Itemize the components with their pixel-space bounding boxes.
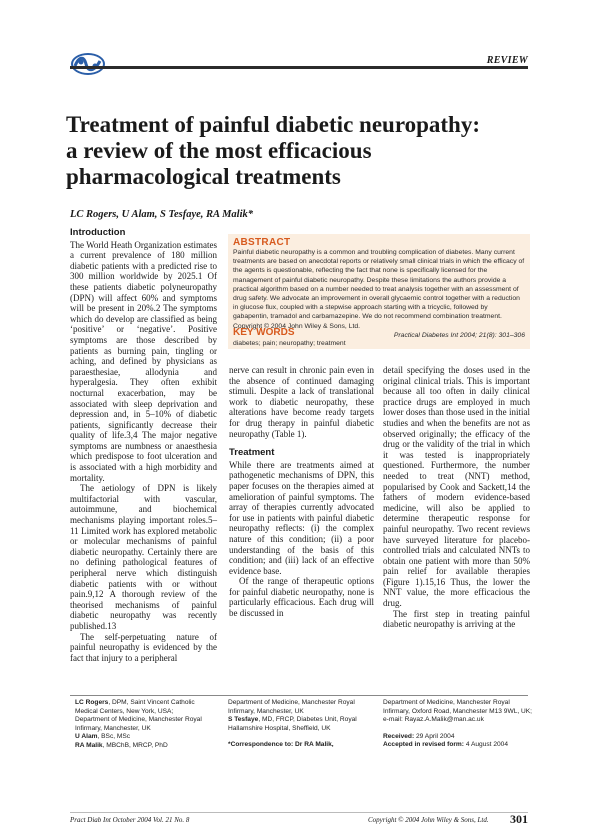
body-paragraph: The self-perpetuating nature of painful neuropathy is evidenced by the fact that injury to a peripheral xyxy=(70,631,217,663)
body-column-3 xyxy=(383,365,530,630)
footer-rule xyxy=(70,812,528,813)
accepted-date: Accepted in revised form: 4 August 2004 xyxy=(383,741,508,749)
received-date: Received: 29 April 2004 xyxy=(383,732,455,740)
journal-logo-icon xyxy=(70,52,106,76)
affiliation-entry: RA Malik, MBChB, MRCP, PhD xyxy=(75,741,168,749)
title-line-1: Treatment of painful diabetic neuropathy: xyxy=(66,112,481,137)
abstract-heading: ABSTRACT xyxy=(233,237,291,248)
body-column-1 xyxy=(70,228,217,663)
treatment-heading: Treatment xyxy=(229,447,275,459)
body-paragraph: The World Heath Organization estimates a current prevalence of 180 million diabetic patients with a predicted rise to 300 million worldwide by 2025.1 Of these patients diabetic polyneuropathy (DPN) will affect 60% and symptoms will be present in 20%.2 The symptoms which do develop are classified as being ‘positive’ or ‘negative’. Positive symptoms are those described by patients as burning pain, tingling or aching, and defined by physicians as paraesthesiae, allodynia and hyperalgesia. They often exhibit nocturnal exacerbation, may be associated with sleep deprivation and depression and, in 5–10% of diabetic patients, significantly decrease their quality of life.3,4 The major negative symptoms are numbness or anaesthesia which predispose to foot ulceration and is associated with a high morbidity and mortality. xyxy=(70,239,217,483)
body-paragraph: The first step in treating painful diabetic neuropathy is arriving at the xyxy=(383,608,530,630)
affiliations-column-3 xyxy=(383,699,533,750)
body-paragraph: nerve can result in chronic pain even in the absence of continued damaging stimuli. Despite a lack of translational work to diabetic neuropathy, these alterations have become ready targets for drug therapy in painful diabetic neuropathy (Table 1). xyxy=(229,365,374,439)
body-column-2 xyxy=(229,365,374,619)
article-title xyxy=(66,112,536,190)
correspondence-label: *Correspondence to: Dr RA Malik, xyxy=(228,741,334,749)
affiliations-column-1 xyxy=(75,699,213,751)
abstract-citation: Practical Diabetes Int 2004; 21(8): 301–306 xyxy=(393,331,525,339)
body-paragraph: Of the range of therapeutic options for painful diabetic neuropathy, none is particularly efficacious. Each drug will be discussed in xyxy=(229,576,374,619)
body-paragraph: While there are treatments aimed at pathogenetic mechanisms of DPN, this paper focuses on the therapies aimed at amelioration of painful symptoms. The array of therapies currently advocated for use in patients with painful diabetic neuropathy reflects: (i) the complex nature of this condition; (ii) a poor understanding of the basis of this condition; and (iii) lack of an effective evidence base. xyxy=(229,459,374,576)
author-list: LC Rogers, U Alam, S Tesfaye, RA Malik* xyxy=(70,209,253,220)
correspondence-address: Department of Medicine, Manchester Royal Infirmary, Oxford Road, Manchester M13 9WL, UK; e-mail: Rayaz.A.Malik@man.ac.uk xyxy=(383,699,533,724)
title-line-2: a review of the most efficacious xyxy=(66,138,372,163)
body-paragraph: The aetiology of DPN is likely multifactorial with vascular, autoimmune, and biochemical mechanisms playing important roles.5–11 Limited work has explored metabolic or molecular mechanisms of painful diabetic neuropathy. Certainly there are no defining pathological features of peripheral nerve which distinguish diabetic patients with or without pain.9,12 A thorough review of the theorised mechanisms of painful diabetic neuropathy was recently published.13 xyxy=(70,483,217,631)
affiliation-entry: Department of Medicine, Manchester Royal Infirmary, Manchester, UK xyxy=(75,716,202,732)
keywords-heading: KEY WORDS xyxy=(233,327,295,338)
journal-reference: Pract Diab Int October 2004 Vol. 21 No. 8 xyxy=(70,816,190,824)
keywords-text: diabetes; pain; neuropathy; treatment xyxy=(233,340,346,347)
header-rule xyxy=(70,66,528,69)
copyright-notice: Copyright © 2004 John Wiley & Sons, Ltd. xyxy=(368,816,489,824)
affiliations-column-2 xyxy=(228,699,376,750)
intro-heading: Introduction xyxy=(70,227,126,238)
affiliation-entry: LC Rogers, DPM, Saint Vincent Catholic Medical Centers, New York, USA; xyxy=(75,699,195,715)
affiliation-entry: U Alam, BSc, MSc xyxy=(75,733,131,741)
page-number: 301 xyxy=(510,812,528,826)
affiliation-entry: Department of Medicine, Manchester Royal Infirmary, Manchester, UK xyxy=(228,699,355,715)
abstract-text: Painful diabetic neuropathy is a common and troubling complication of diabetes. Many current treatments are based on anecdotal reports or relatively small clinical trials in which the efficacy of the agents is questionable, reflecting the fact that none is specifically licensed for the management of painful diabetic neuropathy. Despite these limitations the authors provide a practical algorithm based on a number needed to treat analysis together with an assessment of drug safety. We advocate an improvement in overall glycaemic control together with a reduction in glucose flux, coupled with a stepwise approach starting with a tricyclic, followed by gabapentin, tramadol and carbamazepine. We do not recommend combination treatment. Copyright © 2004 John Wiley & Sons, Ltd. xyxy=(233,249,525,330)
affiliation-rule xyxy=(70,695,528,696)
title-line-3: pharmacological treatments xyxy=(66,164,341,189)
body-paragraph: detail specifying the doses used in the original clinical trials. This is important because all too often in daily clinical practice drugs are employed in much lower doses than those used in the initial studies and when the benefits are not as observed originally; the efficacy of the drug or the validity of the trial in which it was tested is inappropriately questioned. Furthermore, the number needed to treat (NNT) method, popularised by Cook and Sackett,14 the fathers of modern evidence-based medicine, will also be applied to determine therapeutic response for painful neuropathy. Two recent reviews have surveyed literature for placebo-controlled trials and calculated NNTs to obtain one patient with more than 50% pain relief for available therapies (Figure 1).15,16 Thus, the lower the NNT value, the more efficacious the drug. xyxy=(383,365,530,609)
section-label: REVIEW xyxy=(486,55,528,66)
affiliation-entry: S Tesfaye, MD, FRCP, Diabetes Unit, Royal Hallamshire Hospital, Sheffield, UK xyxy=(228,716,357,732)
